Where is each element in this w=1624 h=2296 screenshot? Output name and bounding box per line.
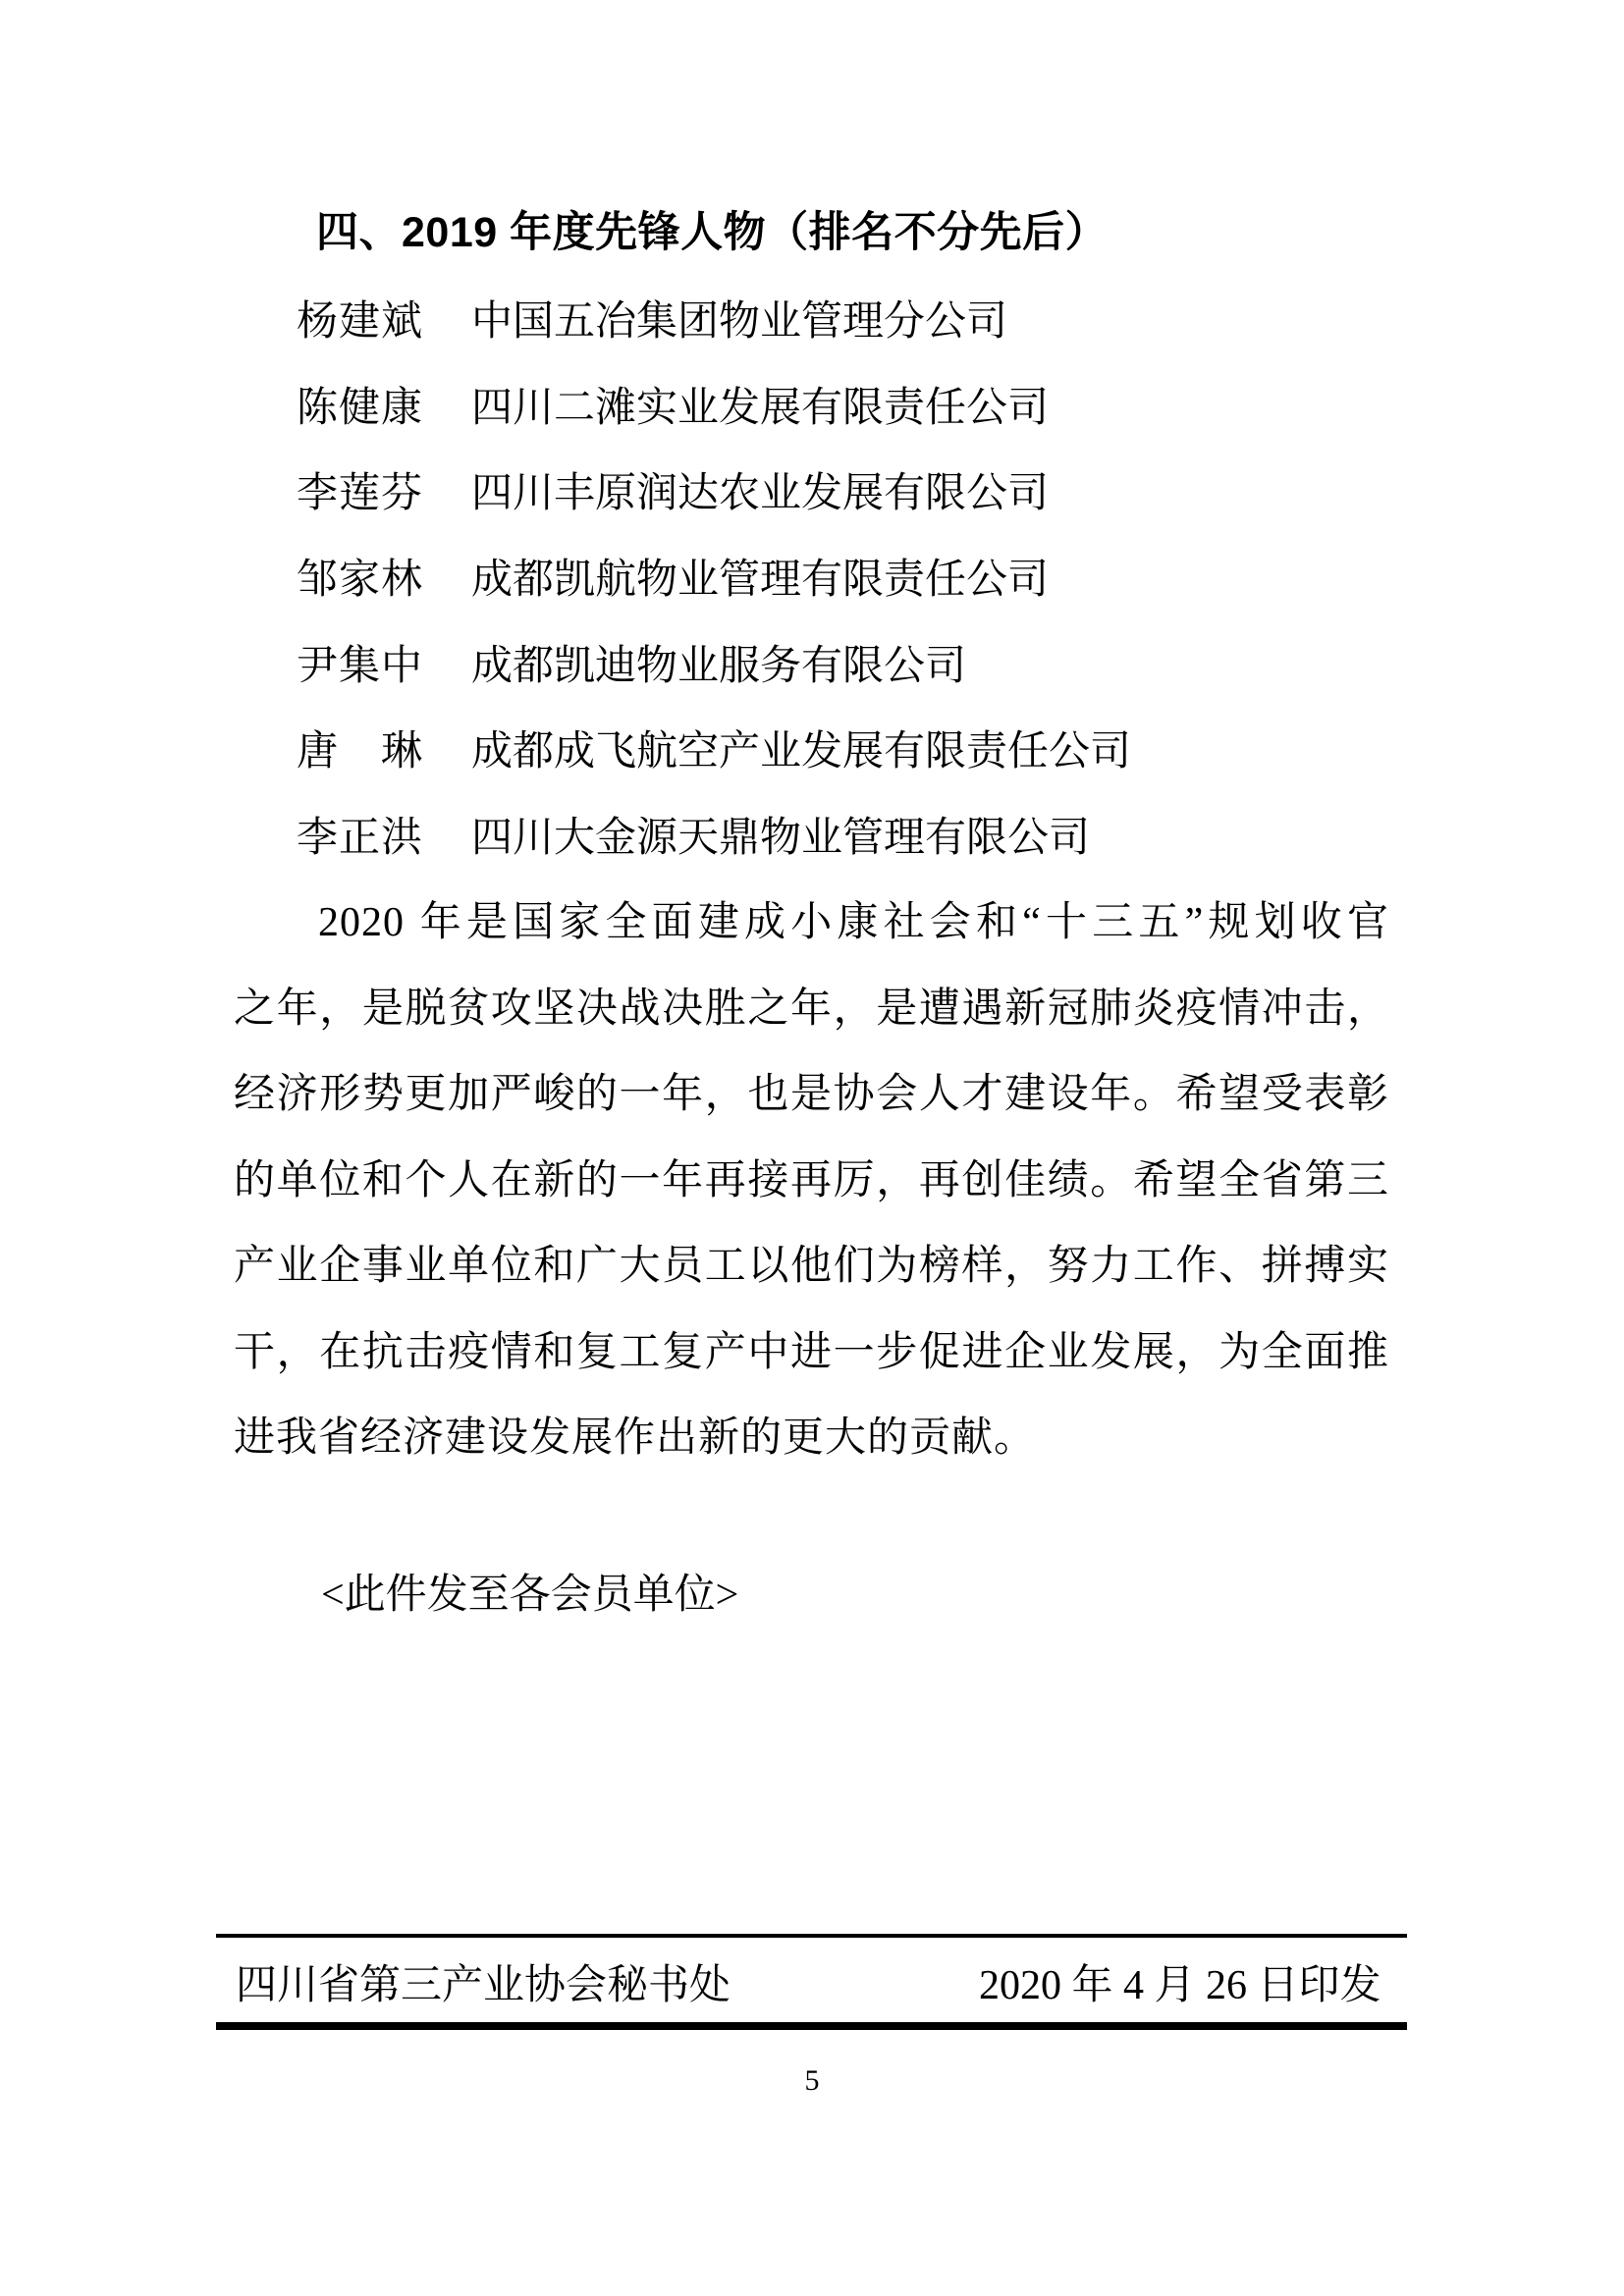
footer-date: 2020 年 4 月 26 日印发 — [979, 1963, 1381, 2008]
distribution-note: <此件发至各会员单位> — [321, 1573, 739, 1618]
paragraph-line: 2020 年是国家全面建成小康社会和“十三五”规划收官 — [318, 900, 1389, 945]
awardee-name: 李莲芬 — [297, 471, 422, 517]
paragraph-line: 经济形势更加严峻的一年，也是协会人才建设年。希望受表彰 — [234, 1072, 1389, 1117]
awardee-name: 杨建斌 — [297, 299, 422, 345]
awardee-row — [297, 366, 1131, 453]
awardee-name: 李正洪 — [297, 816, 422, 862]
awardee-row — [297, 452, 1131, 538]
awardee-company: 中国五冶集团物业管理分公司 — [471, 299, 1008, 345]
awardee-row — [297, 710, 1131, 796]
awardee-name: 陈健康 — [297, 385, 422, 431]
awardee-row — [297, 796, 1131, 882]
body-paragraph — [234, 881, 1389, 1482]
paragraph-line: 的单位和个人在新的一年再接再厉，再创佳绩。希望全省第三 — [234, 1157, 1389, 1203]
paragraph-line: 产业企事业单位和广大员工以他们为榜样，努力工作、拼搏实 — [234, 1244, 1389, 1289]
page-number: 5 — [804, 2064, 820, 2097]
section-heading: 四、2019 年度先锋人物（排名不分先后） — [316, 209, 1109, 256]
awardee-name: 邹家林 — [297, 558, 422, 604]
awardee-company: 成都凯迪物业服务有限公司 — [471, 643, 967, 689]
awardee-company: 四川二滩实业发展有限责任公司 — [471, 385, 1050, 431]
awardee-company: 成都成飞航空产业发展有限责任公司 — [471, 729, 1132, 775]
awardee-list — [297, 280, 1131, 882]
awardee-company: 四川丰原润达农业发展有限公司 — [471, 471, 1050, 517]
paragraph-line: 之年，是脱贫攻坚决战决胜之年，是遭遇新冠肺炎疫情冲击， — [234, 986, 1389, 1032]
awardee-name: 尹集中 — [297, 643, 422, 689]
awardee-row — [297, 624, 1131, 711]
footer-rule-top — [216, 1934, 1407, 1938]
awardee-row — [297, 280, 1131, 366]
awardee-name: 唐 琳 — [297, 729, 422, 775]
paragraph-line: 干，在抗击疫情和复工复产中进一步促进企业发展，为全面推 — [234, 1329, 1389, 1375]
footer-rule-bottom — [216, 2022, 1407, 2030]
paragraph-line: 进我省经济建设发展作出新的更大的贡献。 — [234, 1415, 1037, 1461]
awardee-row — [297, 538, 1131, 624]
awardee-company: 四川大金源天鼎物业管理有限公司 — [471, 816, 1091, 862]
awardee-company: 成都凯航物业管理有限责任公司 — [471, 558, 1050, 604]
footer-issuer: 四川省第三产业协会秘书处 — [236, 1963, 731, 2008]
